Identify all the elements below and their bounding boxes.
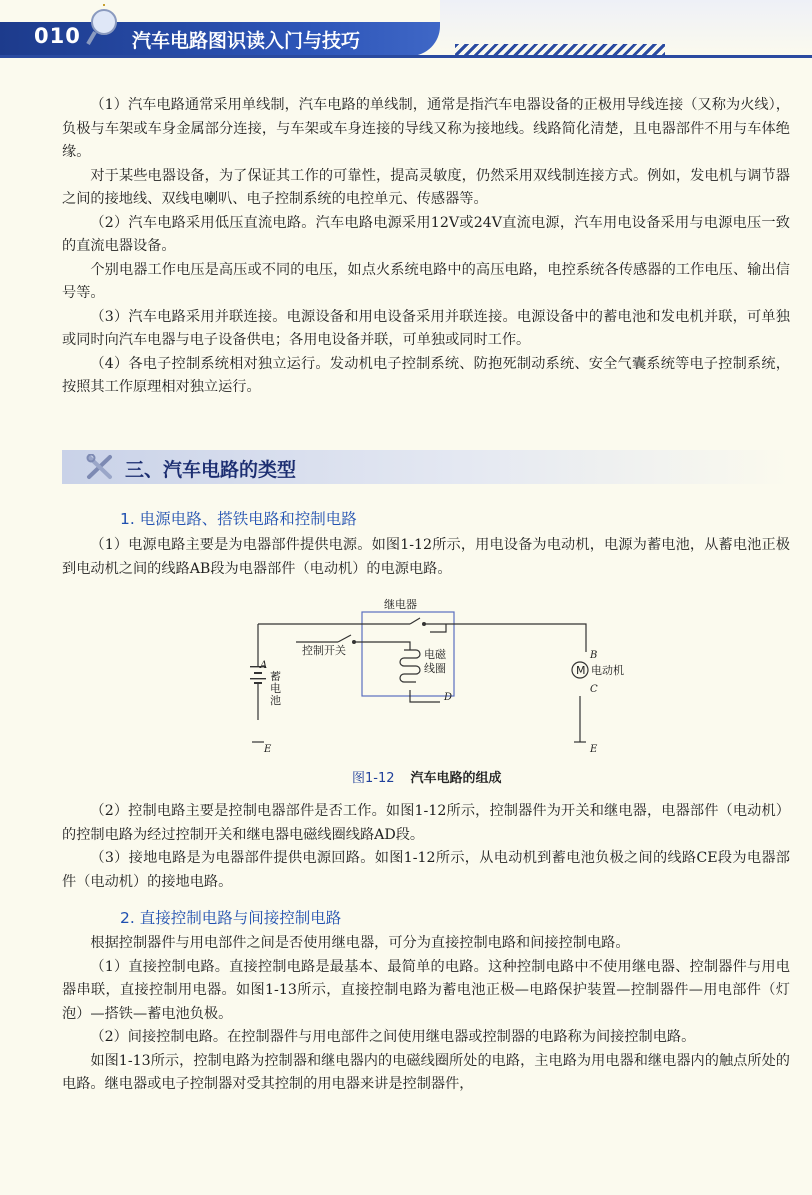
header-hatch bbox=[455, 44, 665, 57]
section-heading: 三、汽车电路的类型 bbox=[125, 459, 297, 481]
subsection-1-text bbox=[62, 534, 790, 581]
paragraph: 个别电器工作电压是高压或不同的电压，如点火系统电路中的高压电路，电控系统各传感器的工作电压、输出信号等。 bbox=[62, 261, 790, 301]
subsection-1-more bbox=[62, 800, 790, 894]
paragraph: （1）直接控制电路。直接控制电路是最基本、最简单的电路。这种控制电路中不使用继电器、控制器件与用电器串联，直接控制用电器。如图1-13所示，直接控制电路为蓄电池正极—电路保护装置—控制器件—用电部件（灯泡）—搭铁—蓄电池负极。 bbox=[62, 958, 790, 1022]
paragraph: （2）汽车电路采用低压直流电路。汽车电路电源采用12V或24V直流电源，汽车用电设备采用与电源电压一致的直流电器设备。 bbox=[62, 214, 790, 254]
caption-number: 图1-12 bbox=[352, 771, 395, 786]
intro-paragraphs bbox=[62, 94, 790, 400]
label-motor: 电动机 bbox=[591, 664, 624, 677]
header-rule bbox=[0, 55, 812, 58]
page-number: 010 bbox=[34, 24, 81, 48]
label-relay: 继电器 bbox=[384, 598, 417, 611]
book-title: 汽车电路图识读入门与技巧 bbox=[132, 30, 361, 52]
battery-plate-short bbox=[254, 672, 262, 674]
paragraph: （4）各电子控制系统相对独立运行。发动机电子控制系统、防抱死制动系统、安全气囊系统等电子控制系统，按照其工作原理相对独立运行。 bbox=[62, 355, 790, 395]
switch-blade bbox=[338, 635, 351, 642]
label-C: C bbox=[590, 684, 598, 695]
figure-caption bbox=[352, 767, 502, 786]
paragraph: （2）控制电路主要是控制电器部件是否工作。如图1-12所示，控制器件为开关和继电器，电器部件（电动机）的控制电路为经过控制开关和继电器电磁线圈线路AD段。 bbox=[62, 803, 790, 843]
switch-dot bbox=[352, 640, 356, 644]
label-E-left: E bbox=[264, 744, 272, 755]
paragraph: 根据控制器件与用电部件之间是否使用继电器，可分为直接控制电路和间接控制电路。 bbox=[90, 935, 630, 951]
subsection-title: 2. 直接控制电路与间接控制电路 bbox=[120, 909, 342, 927]
paragraph: 对于某些电器设备，为了保证其工作的可靠性，提高灵敏度，仍然采用双线制连接方式。例如，发电机与调节器之间的接地线、双线电喇叭、电子控制系统的电控单元、传感器等。 bbox=[62, 167, 790, 207]
label-battery-3: 池 bbox=[270, 694, 281, 707]
subsection-2-text bbox=[62, 932, 790, 1097]
label-motor-symbol: M bbox=[576, 664, 586, 677]
paragraph: （1）汽车电路通常采用单线制，汽车电路的单线制，通常是指汽车电器设备的正极用导线连接（又称为火线），负极与车架或车身金属部分连接，与车架或车身连接的导线又称为接地线。线路简化清楚，且电器部件不用与车体绝缘。 bbox=[62, 97, 790, 160]
page-header bbox=[0, 0, 812, 70]
label-battery-1: 蓄 bbox=[270, 670, 281, 683]
paragraph: （2）间接控制电路。在控制器件与用电部件之间使用继电器或控制器的电路称为间接控制电路。 bbox=[90, 1029, 696, 1045]
coil bbox=[400, 650, 420, 682]
label-coil-1: 电磁 bbox=[424, 648, 446, 661]
label-E-right: E bbox=[590, 744, 598, 755]
paragraph: （3）汽车电路采用并联连接。电源设备和用电设备采用并联连接。电源设备中的蓄电池和发电机并联，可单独或同时向汽车电器与电子设备供电；各用电设备并联，可单独或同时工作。 bbox=[62, 308, 790, 348]
paragraph: （1）电源电路主要是为电器部件提供电源。如图1-12所示，用电设备为电动机，电源为蓄电池，从蓄电池正极到电动机之间的线路AB段为电器部件（电动机）的电源电路。 bbox=[62, 537, 790, 577]
label-B: B bbox=[590, 650, 598, 661]
battery-plate-short-2 bbox=[254, 682, 262, 684]
subsection-title: 1. 电源电路、搭铁电路和控制电路 bbox=[120, 510, 357, 528]
paragraph: 如图1-13所示，控制电路为控制器和继电器内的电磁线圈所处的电路，主电路为用电器和继电器内的触点所处的电路。继电器或电子控制器对受其控制的用电器来讲是控制器件， bbox=[62, 1052, 790, 1092]
relay-contact bbox=[410, 618, 446, 632]
contact-dot bbox=[422, 622, 426, 626]
magnifier-icon bbox=[86, 4, 126, 52]
label-D: D bbox=[444, 692, 453, 703]
label-switch: 控制开关 bbox=[302, 644, 346, 657]
label-coil-2: 线圈 bbox=[424, 662, 446, 675]
label-A: A bbox=[260, 660, 268, 671]
caption-title: 汽车电路的组成 bbox=[410, 771, 502, 786]
paragraph: （3）接地电路是为电器部件提供电源回路。如图1-12所示，从电动机到蓄电池负极之间的线路CE段为电器部件（电动机）的接地电路。 bbox=[62, 850, 790, 890]
battery-plate-long-2 bbox=[250, 678, 266, 679]
circuit-diagram bbox=[250, 596, 630, 768]
label-battery-2: 电 bbox=[270, 682, 281, 695]
tools-icon bbox=[86, 454, 114, 480]
